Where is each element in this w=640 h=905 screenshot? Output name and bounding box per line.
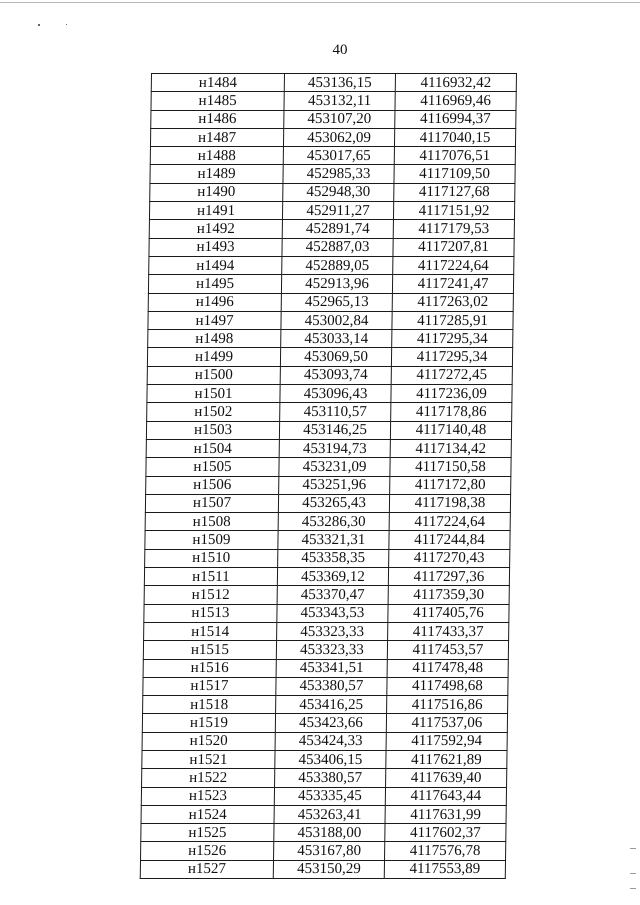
- y-coordinate-cell: 4117244,84: [389, 531, 510, 549]
- table-row: [150, 165, 515, 183]
- point-id-cell: н1525: [141, 824, 274, 842]
- point-id-cell: н1491: [149, 202, 282, 220]
- coordinates-table-body: [140, 74, 516, 879]
- table-row: [149, 220, 514, 238]
- table-row: [149, 238, 514, 256]
- point-id-cell: н1508: [145, 513, 278, 531]
- point-id-cell: н1512: [144, 586, 277, 604]
- x-coordinate-cell: 453093,74: [280, 366, 391, 384]
- x-coordinate-cell: 453194,73: [279, 439, 390, 457]
- y-coordinate-cell: 4117263,02: [392, 293, 513, 311]
- table-row: [146, 476, 511, 494]
- x-coordinate-cell: 453341,51: [276, 659, 387, 677]
- point-id-cell: н1517: [143, 677, 276, 695]
- x-coordinate-cell: 453370,47: [277, 586, 388, 604]
- x-coordinate-cell: 453002,84: [281, 311, 392, 329]
- table-row: [148, 311, 513, 329]
- y-coordinate-cell: 4117639,40: [386, 769, 507, 787]
- point-id-cell: н1502: [147, 403, 280, 421]
- point-id-cell: н1504: [146, 439, 279, 457]
- x-coordinate-cell: 453286,30: [278, 513, 389, 531]
- table-row: [142, 732, 507, 750]
- x-coordinate-cell: 453416,25: [276, 696, 387, 714]
- point-id-cell: н1515: [143, 641, 276, 659]
- x-coordinate-cell: 452891,74: [282, 220, 393, 238]
- y-coordinate-cell: 4117498,68: [387, 677, 508, 695]
- y-coordinate-cell: 4117179,53: [393, 220, 514, 238]
- x-coordinate-cell: 453380,57: [276, 677, 387, 695]
- point-id-cell: н1500: [147, 366, 280, 384]
- y-coordinate-cell: 4117643,44: [385, 787, 506, 805]
- y-coordinate-cell: 4117127,68: [394, 183, 515, 201]
- table-row: [147, 403, 512, 421]
- x-coordinate-cell: 453263,41: [274, 805, 385, 823]
- x-coordinate-cell: 453107,20: [284, 110, 395, 128]
- y-coordinate-cell: 4117076,51: [394, 147, 515, 165]
- table-row: [145, 531, 510, 549]
- scan-edge-mark: [630, 888, 636, 889]
- y-coordinate-cell: 4117602,37: [385, 824, 506, 842]
- point-id-cell: н1490: [150, 183, 283, 201]
- x-coordinate-cell: 453424,33: [275, 732, 386, 750]
- x-coordinate-cell: 453369,12: [277, 568, 388, 586]
- y-coordinate-cell: 4117621,89: [386, 750, 507, 768]
- x-coordinate-cell: 452948,30: [283, 183, 394, 201]
- table-row: [143, 659, 508, 677]
- table-row: [144, 586, 509, 604]
- table-row: [147, 385, 512, 403]
- point-id-cell: н1489: [150, 165, 283, 183]
- x-coordinate-cell: 453423,66: [275, 714, 386, 732]
- table-row: [142, 714, 507, 732]
- y-coordinate-cell: 4117295,34: [391, 348, 512, 366]
- table-row: [146, 439, 511, 457]
- scan-speck: [66, 24, 67, 25]
- x-coordinate-cell: 452913,96: [281, 275, 392, 293]
- point-id-cell: н1488: [150, 147, 283, 165]
- y-coordinate-cell: 4117224,64: [393, 256, 514, 274]
- y-coordinate-cell: 4116994,37: [395, 110, 516, 128]
- point-id-cell: н1513: [144, 604, 277, 622]
- y-coordinate-cell: 4116932,42: [395, 74, 516, 92]
- y-coordinate-cell: 4117040,15: [394, 128, 515, 146]
- x-coordinate-cell: 452985,33: [283, 165, 394, 183]
- y-coordinate-cell: 4117433,37: [388, 622, 509, 640]
- point-id-cell: н1506: [146, 476, 279, 494]
- point-id-cell: н1521: [142, 750, 275, 768]
- scan-border-line: [0, 2, 640, 3]
- x-coordinate-cell: 452911,27: [282, 202, 393, 220]
- y-coordinate-cell: 4117295,34: [392, 330, 513, 348]
- x-coordinate-cell: 453062,09: [283, 128, 394, 146]
- y-coordinate-cell: 4116969,46: [395, 92, 516, 110]
- y-coordinate-cell: 4117359,30: [388, 586, 509, 604]
- point-id-cell: н1492: [149, 220, 282, 238]
- table-row: [142, 769, 507, 787]
- point-id-cell: н1484: [151, 74, 284, 92]
- table-row: [146, 421, 511, 439]
- y-coordinate-cell: 4117134,42: [390, 439, 511, 457]
- x-coordinate-cell: 453335,45: [274, 787, 385, 805]
- y-coordinate-cell: 4117172,80: [390, 476, 511, 494]
- table-row: [149, 256, 514, 274]
- y-coordinate-cell: 4117236,09: [391, 385, 512, 403]
- x-coordinate-cell: 453150,29: [273, 860, 384, 878]
- x-coordinate-cell: 453017,65: [283, 147, 394, 165]
- table-row: [151, 110, 516, 128]
- point-id-cell: н1526: [141, 842, 274, 860]
- y-coordinate-cell: 4117150,58: [390, 458, 511, 476]
- table-row: [141, 842, 506, 860]
- y-coordinate-cell: 4117631,99: [385, 805, 506, 823]
- y-coordinate-cell: 4117140,48: [390, 421, 511, 439]
- point-id-cell: н1485: [151, 92, 284, 110]
- scan-edge-mark: [630, 848, 636, 849]
- x-coordinate-cell: 453132,11: [284, 92, 395, 110]
- point-id-cell: н1507: [145, 494, 278, 512]
- table-row: [150, 128, 515, 146]
- table-row: [144, 604, 509, 622]
- table-row: [141, 805, 506, 823]
- x-coordinate-cell: 453069,50: [280, 348, 391, 366]
- point-id-cell: н1511: [144, 568, 277, 586]
- x-coordinate-cell: 453096,43: [280, 385, 391, 403]
- x-coordinate-cell: 453231,09: [279, 458, 390, 476]
- point-id-cell: н1520: [142, 732, 275, 750]
- table-row: [150, 147, 515, 165]
- x-coordinate-cell: 453321,31: [278, 531, 389, 549]
- y-coordinate-cell: 4117151,92: [393, 202, 514, 220]
- point-id-cell: н1522: [142, 769, 275, 787]
- table-row: [140, 860, 505, 878]
- y-coordinate-cell: 4117576,78: [385, 842, 506, 860]
- x-coordinate-cell: 453380,57: [275, 769, 386, 787]
- x-coordinate-cell: 453406,15: [275, 750, 386, 768]
- table-row: [141, 787, 506, 805]
- y-coordinate-cell: 4117198,38: [389, 494, 510, 512]
- table-row: [145, 494, 510, 512]
- y-coordinate-cell: 4117178,86: [391, 403, 512, 421]
- table-row: [141, 824, 506, 842]
- point-id-cell: н1496: [148, 293, 281, 311]
- point-id-cell: н1505: [146, 458, 279, 476]
- coordinates-table: [140, 73, 517, 879]
- x-coordinate-cell: 453265,43: [278, 494, 389, 512]
- y-coordinate-cell: 4117285,91: [392, 311, 513, 329]
- y-coordinate-cell: 4117109,50: [394, 165, 515, 183]
- point-id-cell: н1486: [151, 110, 284, 128]
- y-coordinate-cell: 4117297,36: [388, 568, 509, 586]
- table-row: [144, 568, 509, 586]
- x-coordinate-cell: 453146,25: [279, 421, 390, 439]
- point-id-cell: н1514: [144, 622, 277, 640]
- table-row: [145, 549, 510, 567]
- y-coordinate-cell: 4117453,57: [387, 641, 508, 659]
- x-coordinate-cell: 453323,33: [277, 622, 388, 640]
- y-coordinate-cell: 4117270,43: [389, 549, 510, 567]
- table-row: [148, 330, 513, 348]
- table-row: [148, 293, 513, 311]
- y-coordinate-cell: 4117553,89: [384, 860, 505, 878]
- y-coordinate-cell: 4117405,76: [388, 604, 509, 622]
- point-id-cell: н1523: [141, 787, 274, 805]
- point-id-cell: н1527: [140, 860, 273, 878]
- table-row: [143, 696, 508, 714]
- table-row: [151, 92, 516, 110]
- x-coordinate-cell: 453343,53: [277, 604, 388, 622]
- point-id-cell: н1497: [148, 311, 281, 329]
- x-coordinate-cell: 453188,00: [274, 824, 385, 842]
- table-row: [147, 366, 512, 384]
- y-coordinate-cell: 4117272,45: [391, 366, 512, 384]
- x-coordinate-cell: 453251,96: [279, 476, 390, 494]
- table-row: [147, 348, 512, 366]
- page-number: 40: [332, 42, 348, 58]
- point-id-cell: н1499: [147, 348, 280, 366]
- point-id-cell: н1501: [147, 385, 280, 403]
- point-id-cell: н1519: [142, 714, 275, 732]
- point-id-cell: н1510: [145, 549, 278, 567]
- table-row: [143, 677, 508, 695]
- y-coordinate-cell: 4117478,48: [387, 659, 508, 677]
- y-coordinate-cell: 4117592,94: [386, 732, 507, 750]
- table-row: [150, 183, 515, 201]
- scan-speck: [38, 24, 40, 26]
- x-coordinate-cell: 452965,13: [281, 293, 392, 311]
- table-row: [149, 202, 514, 220]
- table-row: [145, 513, 510, 531]
- table-row: [148, 275, 513, 293]
- table-row: [143, 641, 508, 659]
- y-coordinate-cell: 4117224,64: [389, 513, 510, 531]
- table-row: [144, 622, 509, 640]
- point-id-cell: н1518: [143, 696, 276, 714]
- x-coordinate-cell: 453323,33: [276, 641, 387, 659]
- point-id-cell: н1493: [149, 238, 282, 256]
- table-row: [142, 750, 507, 768]
- table-row: [146, 458, 511, 476]
- point-id-cell: н1524: [141, 805, 274, 823]
- y-coordinate-cell: 4117537,06: [386, 714, 507, 732]
- y-coordinate-cell: 4117241,47: [392, 275, 513, 293]
- x-coordinate-cell: 453136,15: [284, 74, 395, 92]
- y-coordinate-cell: 4117516,86: [387, 696, 508, 714]
- x-coordinate-cell: 453167,80: [274, 842, 385, 860]
- table-row: [151, 74, 516, 92]
- scan-edge-mark: [630, 873, 636, 874]
- point-id-cell: н1509: [145, 531, 278, 549]
- point-id-cell: н1494: [149, 256, 282, 274]
- x-coordinate-cell: 452889,05: [282, 256, 393, 274]
- point-id-cell: н1503: [146, 421, 279, 439]
- x-coordinate-cell: 453358,35: [278, 549, 389, 567]
- x-coordinate-cell: 453033,14: [281, 330, 392, 348]
- x-coordinate-cell: 453110,57: [280, 403, 391, 421]
- point-id-cell: н1498: [148, 330, 281, 348]
- point-id-cell: н1516: [143, 659, 276, 677]
- y-coordinate-cell: 4117207,81: [393, 238, 514, 256]
- x-coordinate-cell: 452887,03: [282, 238, 393, 256]
- point-id-cell: н1487: [150, 128, 283, 146]
- point-id-cell: н1495: [148, 275, 281, 293]
